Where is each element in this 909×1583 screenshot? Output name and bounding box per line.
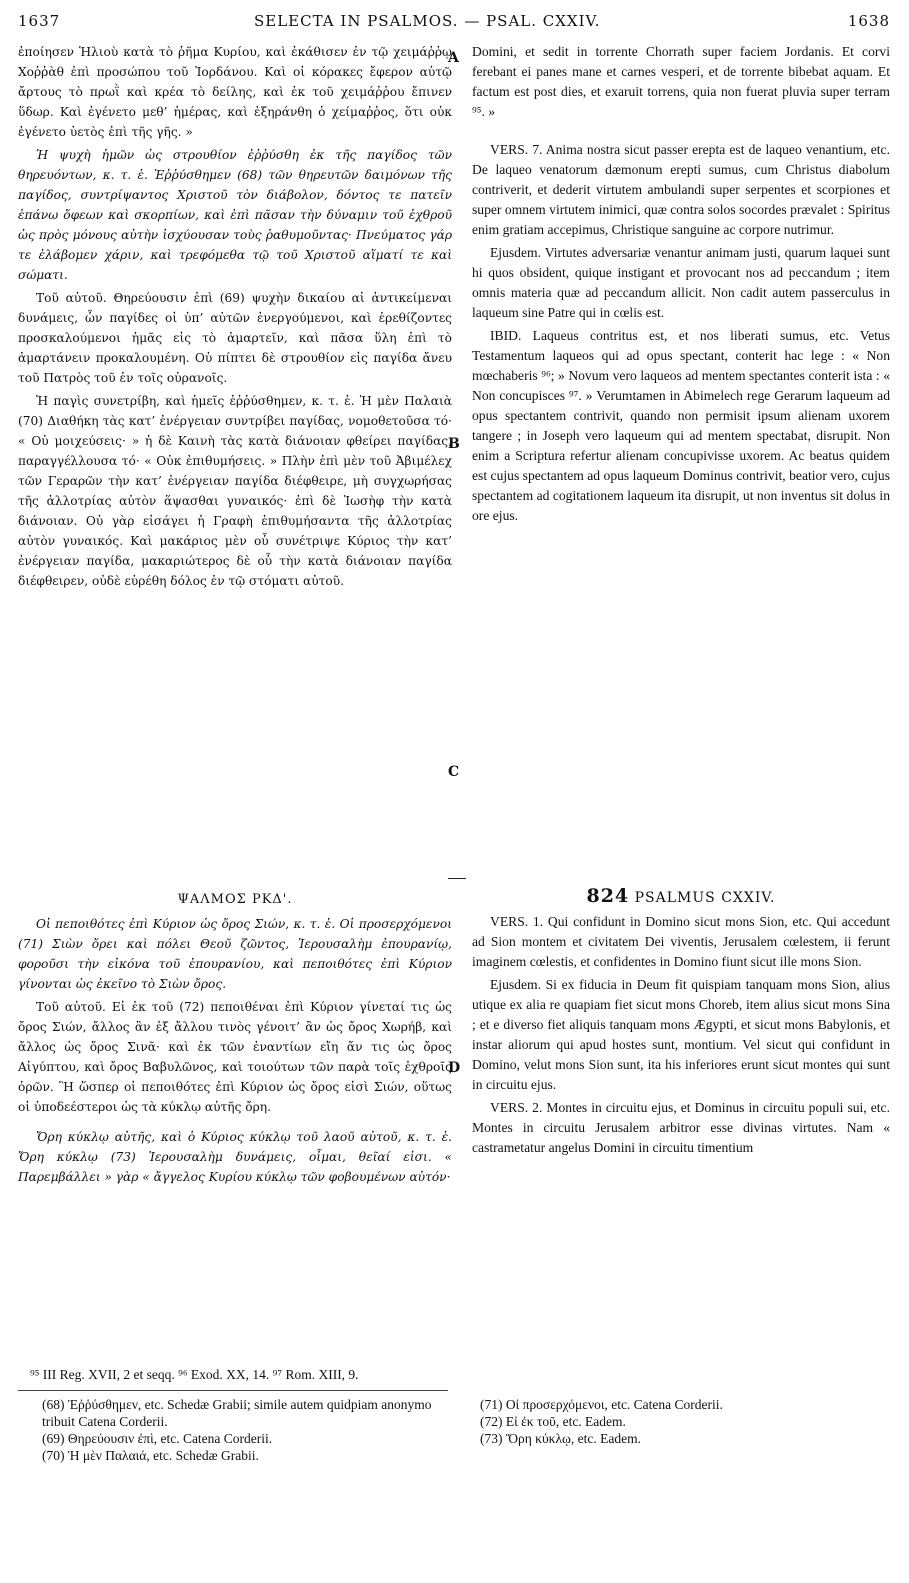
latin-paragraph: VERS. 2. Montes in circuitu ejus, et Dominus in circuitu populi sui, etc. Montes in circuitu Jerusalem arbitror esse divinas virtutes. Nam « castrametatur angelus Domini in circuitu timentium [472,1100,890,1155]
greek-paragraph: Τοῦ αὐτοῦ. Θηρεύουσιν ἐπὶ (69) ψυχὴν δικαίου αἱ ἀντικείμεναι δυνάμεις, ὧν παγίδες οἱ ὑπ’ αὐτῶν ἐνεργούμενοι, καὶ ἐρεθίζοντες προσκαλούμενοι ἡμᾶς εἰς τὸ ἁμαρτεῖν, καὶ πᾶσα ὕλη ἐπὶ τὸ ἁμαρτάνειν προκαλουμένη. Οὐ πίπτει δὲ στρουθίον εἰς παγίδα ἄνευ τοῦ Πατρὸς τοῦ ἐν τοῖς οὐρανοῖς. [18,291,452,385]
latin-paragraph: IBID. Laqueus contritus est, et nos liberati sumus, etc. Vetus Testamentum laqueos qui ad opus spectant, conterit hac lege : « Non mœchaberis ⁹⁶; » Novum vero laqueos ad mentem spectantes conterit ista : « Non concupisces ⁹⁷. » Verumtamen in Abimelech rege Gerarum laqueum ad opus spectantem contrivit, quando non permisit ipsum alienam uxorem tangere ; in Joseph vero laqueum qui ad mentem spectabat, disrupit. Non enim a Scriptura refertur alienam concupivisse uxorem. Ac beatus quidem est cujus spectantem ad opus laqueum Dominus contrivit, beatior vero, cujus spectantem ad cogitationem laqueum ita disrupit, ut non inventus sit dolus in ore ejus. [472,328,890,523]
scripture-references: ⁹⁵ III Reg. XVII, 2 et seqq. ⁹⁶ Exod. XX, 14. ⁹⁷ Rom. XIII, 9. [30,1367,359,1382]
greek-paragraph: ἐποίησεν Ἡλιοὺ κατὰ τὸ ῥῆμα Κυρίου, καὶ ἐκάθισεν ἐν τῷ χειμάῤῥῳ Χοῤῥὰθ ἐπὶ προσώπου τοῦ Ἰορδάνου. Καὶ οἱ κόρακες ἔφερον αὐτῷ ἄρτους τὸ πρωῒ καὶ κρέα τὸ δείλης, καὶ ἐκ τοῦ χειμάῤῥου ἔπινεν ὕδωρ. Καὶ ἐγένετο μεθ’ ἡμέρας, καὶ ἐξηράνθη ὁ χείμαῤῥος, ὅτι οὐκ ἐγένετο ὑετὸς ἐπὶ τῆς γῆς. » [18,45,452,139]
greek-paragraph: Ἡ ψυχὴ ἡμῶν ὡς στρουθίον ἐῤῥύσθη ἐκ τῆς παγίδος τῶν θηρευόντων, κ. τ. ἑ. Ἐῤῥύσθημεν (68) τῶν θηρευτῶν δαιμόνων τῆς παγίδος, συντρίψαντος Χριστοῦ τὸν διάβολον, δόντος τε πατεῖν ἐπάνω ὄφεων καὶ σκορπίων, καὶ ἐπὶ πᾶσαν τὴν δύναμιν τοῦ ἐχθροῦ ὡς πρὸς μόνους αὐτὴν ἰσχύουσαν τοὺς ῥαθυμοῦντας· Πνεύματος γάρ τε ἐλάβομεν χάριν, καὶ τρεφόμεθα τῷ τοῦ Χριστοῦ αἵματί τε καὶ σώματι. [18,148,452,282]
greek-psalm-title: ΨΑΛΜΟΣ ΡΚΔ'. [177,892,293,907]
margin-marker-d: D [448,1060,461,1076]
greek-paragraph: Οἱ πεποιθότες ἐπὶ Κύριον ὡς ὄρος Σιών, κ. τ. ἑ. Οἱ προσερχόμενοι (71) Σιὼν ὄρει καὶ πόλει Θεοῦ ζῶντος, Ἱερουσαλὴμ ἐπουρανίῳ, φοροῦσι τὴν εἰκόνα τοῦ ἐπουρανίου, καὶ πεποιθότες ἐπὶ Κύριον γίνονται ὡς ἐκεῖνο τὸ Σιὼν ὄρος. [18,917,452,991]
footnote-rule [18,1390,448,1391]
notes-left [42,1396,442,1464]
latin-psalm-title: PSALMUS CXXIV. [634,890,776,906]
latin-paragraph: Domini, et sedit in torrente Chorrath super faciem Jordanis. Et corvi ferebant ei panes mane et carnes vesperi, et de torrente bibebat aquam. Et factum est post dies, et exaruit torrens, quia non fuerat pluvia super terram ⁹⁵. » [472,44,890,119]
latin-paragraph: Ejusdem. Virtutes adversariæ venantur animam justi, quarum laquei sunt hi quos obsident, quique instigant et provocant nos ad peccandum ; item omnis materia quæ ad peccandum allicit. Non cadit autem passerculus in laqueum sine Patre qui in cœlis est. [472,245,890,320]
running-title: SELECTA IN PSALMOS. — PSAL. CXXIV. [254,12,601,30]
greek-paragraph: Ὄρη κύκλῳ αὐτῆς, καὶ ὁ Κύριος κύκλῳ τοῦ λαοῦ αὐτοῦ, κ. τ. ἑ. Ὄρη κύκλῳ (73) Ἱερουσαλὴμ δυνάμεις, οἶμαι, θεῖαί εἰσι. « Παρεμβάλλει » γὰρ « ἄγγελος Κυρίου κύκλῳ τῶν φοβουμένων αὐτόν· [18,1130,452,1184]
notes-right [480,1396,880,1447]
margin-marker-b: B [448,436,460,452]
margin-marker-a: A [448,50,459,66]
footnote: (70) Ἡ μὲν Παλαιά, etc. Schedæ Grabii. [42,1448,259,1463]
footnote: (68) Ἐῤῥύσθημεν, etc. Schedæ Grabii; simile autem quidpiam anonymo tribuit Catena Corderii. [42,1397,432,1429]
footnote: (72) Εἰ ἐκ τοῦ, etc. Eadem. [480,1414,626,1429]
latin-column-bottom [472,886,890,1358]
footnote: (69) Θηρεύουσιν ἐπὶ, etc. Catena Corderii. [42,1431,273,1446]
greek-column-bottom [18,890,452,1358]
latin-psalm-heading [472,886,890,908]
latin-paragraph: Ejusdem. Si ex fiducia in Deum fit quispiam tanquam mons Sion, alius utique ex alia re quapiam fiet sicut mons Choreb, item alius sicut mons Sina ; et e diverso fiet aliquis tanquam mons Ægypti, et sicut mons Babylonis, et instar aliorum qui apud hostes sunt, montium. Vel sicut qui confidunt in Domino, velut mons Sion sunt, ita his inferiores erunt sicut montes qui sunt in circuitu ejus. [472,977,890,1092]
latin-paragraph: VERS. 7. Anima nostra sicut passer erepta est de laqueo venantium, etc. De laqueo venatorum dæmonum erepti sumus, cum Christus diabolum contriverit, et dederit virtutem ambulandi super serpentes et scorpiones et super omnem virtutem inimici, quæ contra solos socordes prævalet : Spiritus enim gratiam accepimus, Christique sanguine ac corpore nutrimur. [472,142,890,237]
latin-paragraph: VERS. 1. Qui confidunt in Domino sicut mons Sion, etc. Qui accedunt ad Sion montem et civitatem Dei viventis, Jerusalem cœlestem, ii ferunt imaginem cœlestis, et confidentes in Domino fiunt sicut ille mons Sion. [472,914,890,969]
greek-paragraph: Ἡ παγὶς συνετρίβη, καὶ ἡμεῖς ἐῤῥύσθημεν, κ. τ. ἑ. Ἡ μὲν Παλαιὰ (70) Διαθήκη τὰς κατ’ ἐνέργειαν συντρίβει παγίδας, νομοθετοῦσα τό· « Οὐ μοιχεύσεις· » ἡ δὲ Καινὴ τὰς κατὰ διάνοιαν φθείρει παγίδας, παραγγέλλουσα τό· « Οὐκ ἐπιθυμήσεις. » Πλὴν ἐπὶ μὲν τοῦ Ἀβιμέλεχ τῶν Γεραρῶν τὴν κατ’ ἐνέργειαν παγίδα διέφθειρε, μὴ συγχωρήσας τῆς ἀλλοτρίας αὐτὸν ἅψασθαι γυναικός· ἐπὶ δὲ Ἰωσὴφ τὴν κατὰ διάνοιαν. Οὐ γὰρ εἰσάγει ἡ Γραφὴ ἐπιθυμήσαντα τῆς ἀλλοτρίας αὐτὸν γυναικός. Καὶ μακάριος μὲν οὗ συνέτριψε Κύριος τὴν κατ’ ἐνέργειαν παγίδα, μακαριώτερος δὲ οὗ τὴν κατὰ διάνοιαν παγίδα διέφθειρεν, οὐδὲ εὑρέθη δόλος ἐν τῷ στόματι αὐτοῦ. [18,394,452,588]
greek-column-top [18,42,452,872]
greek-paragraph: Τοῦ αὐτοῦ. Εἰ ἐκ τοῦ (72) πεποιθέναι ἐπὶ Κύριον γίνεταί τις ὡς ὄρος Σιών, ἄλλος ἂν ἐξ ἄλλου τινὸς γένοιτ’ ἂν ὡς ὄρος Χωρήβ, καὶ ἄλλος ὡς ὄρος Σινᾶ· καὶ ἐκ τῶν ἐναντίων εἴη ἄν τις ὡς ὄρος Αἰγύπτου, καὶ ὄρος Βαβυλῶνος, καὶ τοιούτων τῶν παρὰ τοῖς ἐχθροῖς ὀρῶν. Ἢ ὥσπερ οἱ πεποιθότες ἐπὶ Κύριον ὡς ὄρος εἰσὶ Σιών, οὕτως οἱ ὑποδεέστεροι ὡς τὰ κύκλῳ αὐτῆς ὄρη. [18,1000,452,1114]
page-number-left: 1637 [18,12,61,30]
running-header [18,8,890,34]
footnote: (73) Ὄρη κύκλῳ, etc. Eadem. [480,1431,641,1446]
margin-marker-c: C [448,764,460,780]
page-number-right: 1638 [847,12,890,30]
section-separator [448,878,466,879]
column-number: 824 [586,885,630,907]
footnote: (71) Οἱ προσερχόμενοι, etc. Catena Corderii. [480,1397,723,1412]
latin-column-top [472,42,890,872]
